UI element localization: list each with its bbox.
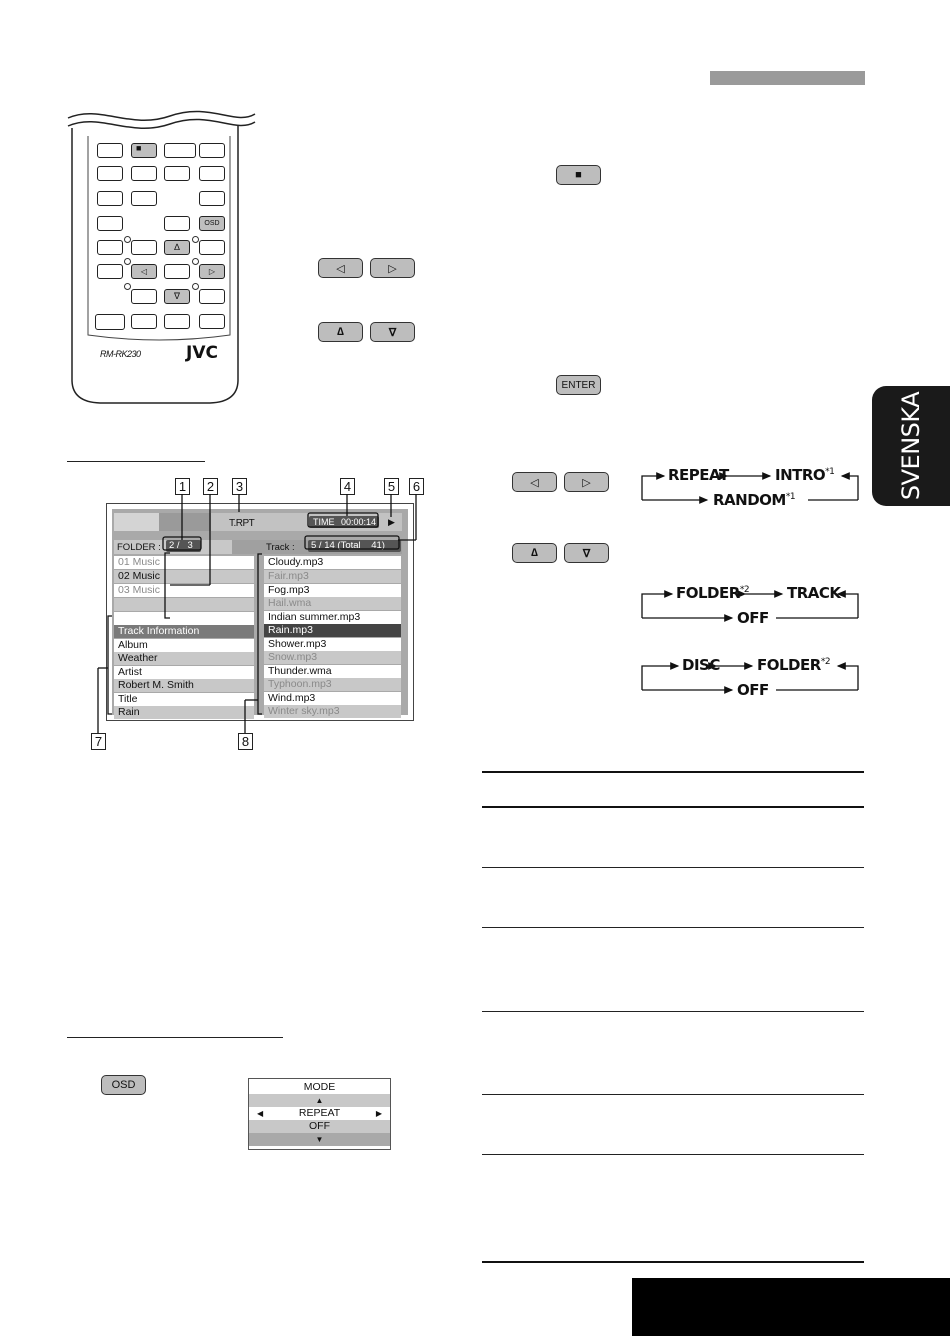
mode-right-icon[interactable]: ▶ xyxy=(375,1109,382,1118)
track-item[interactable]: Typhoon.mp3 xyxy=(264,678,401,691)
enter-button[interactable] xyxy=(556,375,601,395)
remote-key xyxy=(97,191,123,206)
callout-6: 6 xyxy=(409,478,424,495)
table-row-rule xyxy=(482,1011,864,1012)
remote-key xyxy=(199,289,225,304)
repeat-mode-indicator: T.RPT xyxy=(229,518,255,529)
flow-repeat: REPEAT xyxy=(668,466,729,484)
track-item[interactable]: Hail.wma xyxy=(264,597,401,610)
remote-down-key: ∇ xyxy=(164,289,190,304)
table-bottom-rule xyxy=(482,1261,864,1263)
mode-up-icon[interactable]: ▲ xyxy=(249,1094,390,1107)
time-label: TIME xyxy=(313,517,335,527)
info-label-album: Album xyxy=(114,639,254,652)
remote-key xyxy=(131,289,157,304)
callout-4: 4 xyxy=(340,478,355,495)
remote-key xyxy=(97,264,123,279)
stop-icon: ■ xyxy=(575,169,582,181)
track-item[interactable]: Snow.mp3 xyxy=(264,651,401,664)
remote-key xyxy=(131,191,157,206)
remote-indicator xyxy=(124,283,131,290)
remote-key xyxy=(97,143,123,158)
track-item[interactable]: Winter sky.mp3 xyxy=(264,705,401,718)
remote-key xyxy=(199,240,225,255)
remote-stop-glyph: ■ xyxy=(136,143,142,153)
mode-option[interactable]: OFF xyxy=(249,1120,390,1133)
left-button[interactable] xyxy=(318,258,363,278)
flow-disc: DISC xyxy=(682,656,720,674)
callout-3: 3 xyxy=(232,478,247,495)
mode-menu xyxy=(248,1078,391,1150)
status-block-mid xyxy=(159,513,211,531)
track-item[interactable]: Fog.mp3 xyxy=(264,584,401,597)
flow-track: TRACK xyxy=(787,584,841,602)
info-label-artist: Artist xyxy=(114,666,254,679)
track-item[interactable]: Wind.mp3 xyxy=(264,692,401,705)
left-arrow-icon: ◁ xyxy=(530,476,539,489)
mode-value: REPEAT xyxy=(298,1107,341,1119)
remote-indicator xyxy=(192,236,199,243)
mode-value-row[interactable] xyxy=(249,1107,390,1120)
folder-empty xyxy=(114,598,254,611)
table-row-rule xyxy=(482,927,864,928)
track-item[interactable]: Shower.mp3 xyxy=(264,638,401,651)
section-underline xyxy=(67,461,205,462)
left-button-2[interactable] xyxy=(512,472,557,492)
track-item[interactable]: Indian summer.mp3 xyxy=(264,611,401,624)
folder-counter: 2 / 3 xyxy=(166,540,201,552)
down-arrow-icon: ∇ xyxy=(388,326,397,339)
right-button-2[interactable] xyxy=(564,472,609,492)
header-bar xyxy=(710,71,865,85)
remote-key xyxy=(199,314,225,329)
track-item[interactable]: Fair.mp3 xyxy=(264,570,401,583)
right-arrow-icon: ▷ xyxy=(582,476,591,489)
remote-key xyxy=(131,314,157,329)
down-arrow-icon: ∇ xyxy=(582,547,591,560)
track-counter: 5 / 14 (Total 41) xyxy=(308,540,401,552)
info-value-artist: Robert M. Smith xyxy=(114,679,254,692)
remote-stop-key xyxy=(131,143,157,158)
stop-button[interactable] xyxy=(556,165,601,185)
left-arrow-icon: ◁ xyxy=(336,262,345,275)
mode-left-icon[interactable]: ◀ xyxy=(257,1109,264,1118)
folder-empty xyxy=(114,612,254,625)
callout-1: 1 xyxy=(175,478,190,495)
section-underline xyxy=(67,1037,283,1038)
up-arrow-icon: ∆ xyxy=(337,326,344,338)
remote-key xyxy=(164,166,190,181)
status-block-light xyxy=(114,513,159,531)
remote-illustration xyxy=(60,100,260,410)
remote-indicator xyxy=(124,258,131,265)
track-item[interactable]: Thunder.wma xyxy=(264,665,401,678)
remote-left-key: ◁ xyxy=(131,264,157,279)
time-value: 00:00:14 xyxy=(341,517,377,527)
folder-label: FOLDER : xyxy=(117,542,161,553)
remote-key xyxy=(97,166,123,181)
track-item[interactable]: Cloudy.mp3 xyxy=(264,556,401,569)
folder-item[interactable]: 03 Music xyxy=(114,584,254,597)
callout-8: 8 xyxy=(238,733,253,750)
screen-inner xyxy=(112,509,408,718)
callout-2: 2 xyxy=(203,478,218,495)
file-browser-screen xyxy=(106,503,414,721)
remote-up-key: ∆ xyxy=(164,240,190,255)
track-item-selected[interactable]: Rain.mp3 xyxy=(264,624,401,637)
down-button[interactable] xyxy=(370,322,415,342)
remote-key xyxy=(95,314,125,330)
remote-key xyxy=(199,166,225,181)
remote-indicator xyxy=(192,283,199,290)
remote-osd-key: OSD xyxy=(199,216,225,231)
flow-folder: FOLDER$^{*2}$ xyxy=(676,584,750,602)
remote-key xyxy=(131,166,157,181)
flow-folder-2: FOLDER$^{*2}$ xyxy=(757,656,831,674)
language-label: SVENSKA xyxy=(897,391,925,501)
folder-item[interactable]: 02 Music xyxy=(114,570,254,583)
up-button-2[interactable] xyxy=(512,543,557,563)
time-display xyxy=(309,516,379,528)
table-row-rule xyxy=(482,1154,864,1155)
osd-button[interactable] xyxy=(101,1075,146,1095)
info-value-title: Rain xyxy=(114,706,254,719)
remote-key xyxy=(97,240,123,255)
right-arrow-icon: ▷ xyxy=(388,262,397,275)
folder-item[interactable]: 01 Music xyxy=(114,556,254,569)
table-row-rule xyxy=(482,1094,864,1095)
mode-title: MODE xyxy=(303,1081,336,1093)
down-button-2[interactable] xyxy=(564,543,609,563)
flow-random: RANDOM$^{*1}$ xyxy=(713,491,796,509)
up-button[interactable] xyxy=(318,322,363,342)
remote-key xyxy=(164,216,190,231)
table-top-rule xyxy=(482,771,864,773)
page-number-block xyxy=(632,1278,950,1336)
remote-body-outline xyxy=(60,100,260,410)
remote-brand-logo: JVC xyxy=(186,343,218,363)
flow-intro: INTRO$^{*1}$ xyxy=(775,466,835,484)
info-label-title: Title xyxy=(114,693,254,706)
mode-down-icon[interactable]: ▼ xyxy=(249,1133,390,1146)
remote-key xyxy=(199,143,225,158)
remote-key xyxy=(164,314,190,329)
language-side-tab xyxy=(872,386,950,506)
table-row-rule xyxy=(482,867,864,868)
callout-5: 5 xyxy=(384,478,399,495)
track-label: Track : xyxy=(266,542,295,553)
callout-7: 7 xyxy=(91,733,106,750)
right-button[interactable] xyxy=(370,258,415,278)
flow-off: OFF xyxy=(737,609,769,627)
play-icon: ▶ xyxy=(388,517,395,527)
remote-indicator xyxy=(124,236,131,243)
remote-indicator xyxy=(192,258,199,265)
table-header-rule xyxy=(482,806,864,808)
flow-off-2: OFF xyxy=(737,681,769,699)
osd-label: OSD xyxy=(111,1079,136,1091)
enter-label: ENTER xyxy=(561,379,596,391)
remote-key xyxy=(131,240,157,255)
remote-key xyxy=(199,191,225,206)
remote-model-label: RM-RK230 xyxy=(100,349,141,359)
remote-key xyxy=(164,264,190,279)
up-arrow-icon: ∆ xyxy=(531,547,538,559)
remote-key xyxy=(97,216,123,231)
remote-key xyxy=(164,143,196,158)
info-value-album: Weather xyxy=(114,652,254,665)
remote-right-key: ▷ xyxy=(199,264,225,279)
track-info-header: Track Information xyxy=(114,625,254,638)
